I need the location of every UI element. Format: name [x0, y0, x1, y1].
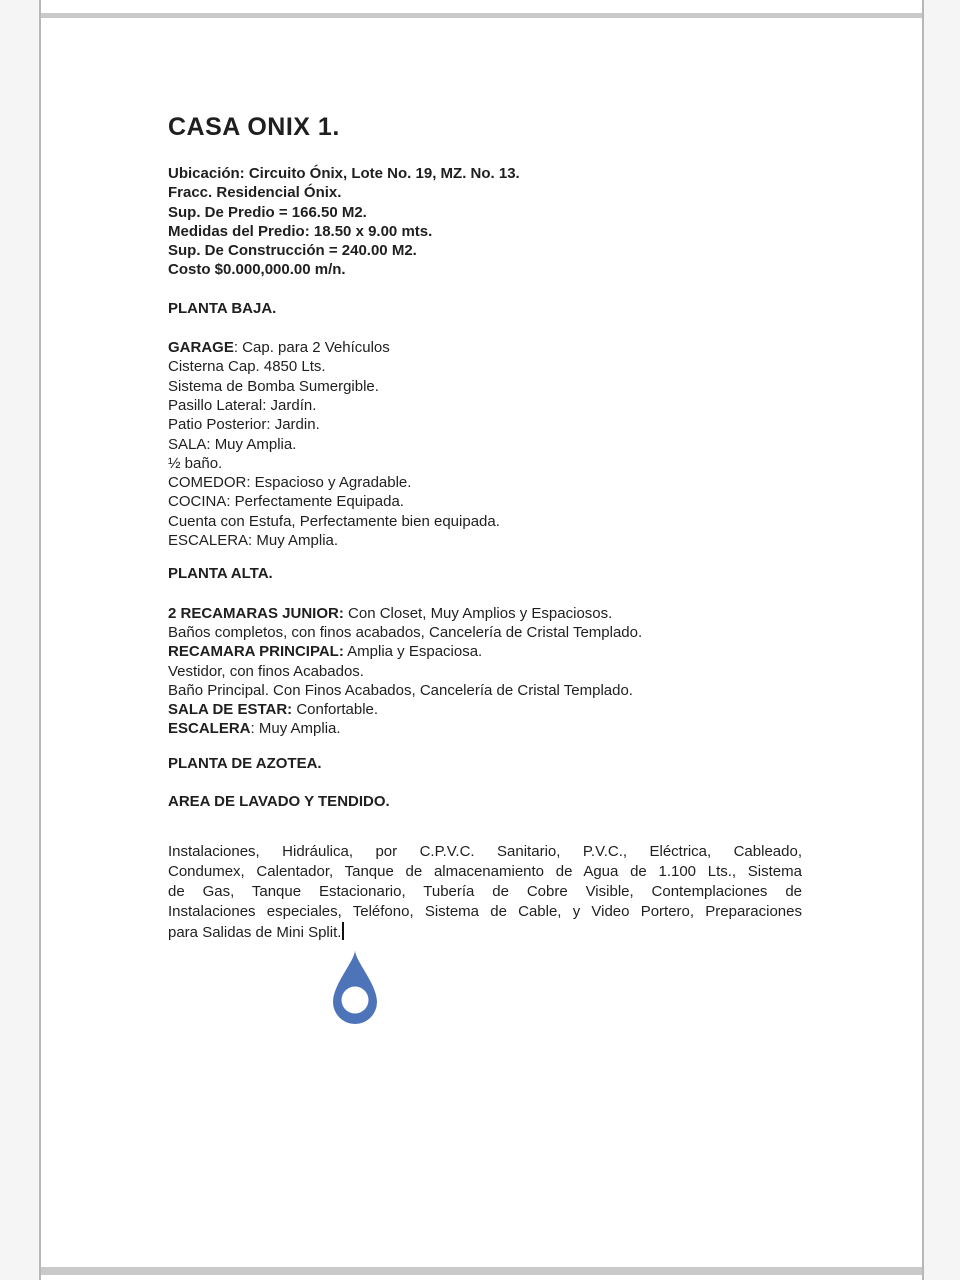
property-info-line: Fracc. Residencial Ónix. — [168, 184, 342, 202]
doc-line — [168, 700, 804, 719]
doc-line — [168, 681, 804, 700]
paragraph-line — [168, 922, 802, 943]
doc-line — [168, 435, 804, 454]
doc-line-text: Patio Posterior: Jardin. — [168, 416, 320, 434]
doc-line-lead: 2 RECAMARAS JUNIOR: — [168, 604, 344, 622]
doc-line — [168, 604, 804, 623]
doc-line-text: Cisterna Cap. 4850 Lts. — [168, 358, 326, 376]
doc-line-text: SALA: Muy Amplia. — [168, 435, 297, 453]
text-cursor — [342, 922, 344, 940]
doc-line-text: : Muy Amplia. — [250, 720, 341, 738]
doc-line-lead: RECAMARA PRINCIPAL: — [168, 643, 344, 661]
page-content — [41, 0, 922, 1025]
doc-line-text: Vestidor, con finos Acabados. — [168, 662, 364, 680]
doc-line-text: Sistema de Bomba Sumergible. — [168, 377, 379, 395]
water-drop-hole — [342, 987, 369, 1014]
installations-paragraph — [168, 842, 802, 943]
section-heading-area-lavado: AREA DE LAVADO Y TENDIDO. — [168, 793, 390, 811]
doc-line — [168, 396, 804, 415]
section-heading-planta-baja: PLANTA BAJA. — [168, 299, 277, 317]
section-heading-planta-alta: PLANTA ALTA. — [168, 565, 273, 583]
doc-line — [168, 642, 804, 661]
doc-line — [168, 415, 804, 434]
doc-line-lead: ESCALERA — [168, 720, 251, 738]
paragraph-line: Instalaciones especiales, Teléfono, Sistema de Cable, y Video Portero, Preparaciones — [168, 903, 802, 921]
doc-line-text: : Cap. para 2 Vehículos — [233, 339, 390, 357]
doc-line-text: ESCALERA: Muy Amplia. — [168, 532, 339, 550]
doc-line-text: Baños completos, con finos acabados, Cancelería de Cristal Templado. — [168, 623, 643, 641]
doc-line — [168, 719, 804, 738]
doc-line — [168, 338, 804, 357]
doc-line-text: Baño Principal. Con Finos Acabados, Cancelería de Cristal Templado. — [168, 681, 633, 699]
document-page — [39, 0, 924, 1280]
doc-line — [168, 492, 804, 511]
doc-line-text: Cuenta con Estufa, Perfectamente bien equipada. — [168, 512, 500, 530]
doc-line-text: Confortable. — [292, 701, 379, 719]
doc-line — [168, 512, 804, 531]
doc-line-text: COCINA: Perfectamente Equipada. — [168, 493, 404, 511]
water-drop-shape[interactable] — [332, 949, 378, 1025]
doc-line-lead: SALA DE ESTAR: — [168, 701, 293, 719]
paragraph-line-text: para Salidas de Mini Split. — [168, 924, 342, 942]
paragraph-line: Condumex, Calentador, Tanque de almacenamiento de Agua de 1.100 Lts., Sistema — [168, 863, 802, 881]
property-info-line: Medidas del Predio: 18.50 x 9.00 mts. — [168, 222, 433, 240]
doc-line — [168, 662, 804, 681]
doc-line — [168, 623, 804, 642]
property-info-line: Sup. De Predio = 166.50 M2. — [168, 203, 367, 221]
doc-line — [168, 531, 804, 550]
doc-line-text: ½ baño. — [168, 454, 223, 472]
planta-baja-section — [168, 338, 804, 550]
doc-line — [168, 454, 804, 473]
property-info-line: Ubicación: Circuito Ónix, Lote No. 19, MZ. No. 13. — [168, 165, 520, 182]
document-title: CASA ONIX 1. — [168, 113, 340, 141]
page-bottom-border — [41, 1267, 922, 1275]
property-info-line: Costo $0.000,000.00 m/n. — [168, 261, 346, 279]
doc-line-text: Pasillo Lateral: Jardín. — [168, 396, 317, 414]
property-info-block — [168, 164, 804, 280]
planta-alta-section — [168, 604, 804, 739]
property-info-line: Sup. De Construcción = 240.00 M2. — [168, 242, 417, 260]
doc-line — [168, 377, 804, 396]
paragraph-line: Instalaciones, Hidráulica, por C.P.V.C. Sanitario, P.V.C., Eléctrica, Cableado, — [168, 843, 802, 861]
doc-line-lead: GARAGE — [168, 339, 234, 357]
water-drop-icon — [332, 949, 378, 1025]
doc-line — [168, 357, 804, 376]
paragraph-line: de Gas, Tanque Estacionario, Tubería de Cobre Visible, Contemplaciones de — [168, 883, 802, 901]
doc-line-text: Amplia y Espaciosa. — [343, 643, 483, 661]
doc-line-text: COMEDOR: Espacioso y Agradable. — [168, 474, 412, 492]
doc-line — [168, 473, 804, 492]
section-heading-planta-azotea: PLANTA DE AZOTEA. — [168, 754, 322, 772]
doc-line-text: Con Closet, Muy Amplios y Espaciosos. — [343, 604, 613, 622]
